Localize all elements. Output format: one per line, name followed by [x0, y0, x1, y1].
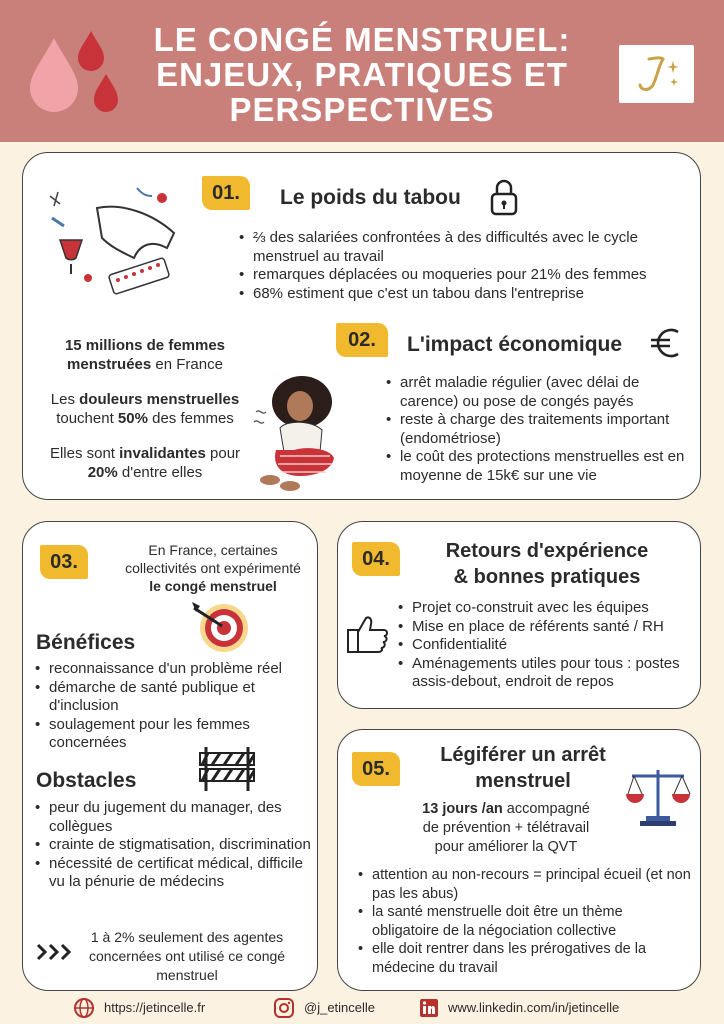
- list-item: • nécessité de certificat médical, difficile vu la pénurie de médecins: [35, 855, 315, 892]
- section-05-highlight: 13 jours /an accompagné de prévention + télétravail pour améliorer la QVT: [422, 801, 590, 855]
- list-item: • Aménagements utiles pour tous : postes assis-debout, endroit de repos: [398, 655, 694, 692]
- blood-drops-icon: [26, 26, 126, 116]
- section-05-title: Légiférer un arrêt menstruel: [440, 744, 606, 792]
- stat-disabling: Elles sont invalidantes pour 20% d'entre elles: [49, 445, 241, 481]
- list-item: • reconnaissance d'un problème réel: [35, 660, 311, 679]
- section-03-intro: En France, certaines collectivités ont expérimenté le congé menstruel: [125, 542, 301, 594]
- stat-women-count: 15 millions de femmes menstruées en France: [64, 337, 226, 373]
- list-item: • la santé menstruelle doit être un thème obligatoire de la négociation collective: [358, 903, 692, 940]
- stat-pain: Les douleurs menstruelles touchent 50% des femmes: [50, 391, 240, 427]
- section-02-title: L'impact économique: [407, 333, 623, 356]
- section-03-conclusion: 1 à 2% seulement des agentes concernées ont utilisé ce congé menstruel: [88, 929, 286, 983]
- instagram-icon: [273, 997, 295, 1019]
- menstrual-products-illustration: [42, 178, 192, 308]
- list-item: • crainte de stigmatisation, discrimination: [35, 836, 315, 855]
- globe-icon: [73, 997, 95, 1019]
- list-item: • remarques déplacées ou moqueries pour 21% des femmes: [239, 266, 689, 285]
- list-item: • peur du jugement du manager, des collègues: [35, 799, 315, 836]
- benefits-list: [35, 660, 311, 753]
- header-banner: [0, 0, 724, 142]
- list-item: • Projet co-construit avec les équipes: [398, 599, 694, 618]
- section-04-badge: 04.: [352, 542, 400, 576]
- instagram-handle[interactable]: @j_etincelle: [304, 1000, 376, 1015]
- benefits-heading: Bénéfices: [36, 631, 136, 654]
- section-02-badge: 02.: [336, 323, 388, 357]
- section-03-badge: 03.: [40, 545, 88, 579]
- jetincelle-logo-icon: [619, 45, 694, 103]
- section-04-list: [398, 599, 694, 692]
- section-01-title: Le poids du tabou: [280, 186, 461, 209]
- section-02-list: [386, 374, 686, 485]
- list-item: • soulagement pour les femmes concernées: [35, 716, 311, 753]
- section-01-list: [239, 229, 689, 303]
- linkedin-icon: [418, 997, 440, 1019]
- list-item: • elle doit rentrer dans les prérogatives de la médecine du travail: [358, 940, 692, 977]
- section-01-badge: 01.: [202, 176, 250, 210]
- page-title: LE CONGÉ MENSTRUEL: ENJEUX, PRATIQUES ET PERSPECTIVES: [153, 21, 571, 128]
- list-item: • attention au non-recours = principal écueil (et non pas les abus): [358, 866, 692, 903]
- section-04-title: Retours d'expérience & bonnes pratiques: [445, 540, 649, 588]
- obstacles-heading: Obstacles: [36, 769, 137, 792]
- website-link[interactable]: https://jetincelle.fr: [104, 1000, 206, 1015]
- list-item: • 68% estiment que c'est un tabou dans l'entreprise: [239, 285, 689, 304]
- list-item: • reste à charge des traitements important (endométriose): [386, 411, 686, 448]
- footer: [0, 992, 724, 1024]
- thumbs-up-icon: [346, 614, 390, 654]
- list-item: • Confidentialité: [398, 636, 694, 655]
- section-05-list: [358, 866, 692, 977]
- linkedin-link[interactable]: www.linkedin.com/in/jetincelle: [448, 1000, 620, 1015]
- chevrons-right-icon: [36, 942, 74, 962]
- obstacles-list: [35, 799, 315, 892]
- target-dart-icon: [188, 598, 252, 656]
- list-item: • démarche de santé publique et d'inclusion: [35, 679, 311, 716]
- list-item: • arrêt maladie régulier (avec délai de carence) ou pose de congés payés: [386, 374, 686, 411]
- list-item: • Mise en place de référents santé / RH: [398, 618, 694, 637]
- padlock-icon: [488, 178, 520, 218]
- list-item: • ⅔ des salariées confrontées à des difficultés avec le cycle menstruel au travail: [239, 229, 689, 266]
- woman-in-pain-illustration: [250, 372, 350, 494]
- scales-icon: [624, 766, 692, 828]
- list-item: • le coût des protections menstruelles est en moyenne de 15k€ sur une vie: [386, 448, 686, 485]
- barrier-icon: [198, 745, 256, 791]
- euro-icon: [648, 326, 684, 360]
- section-05-badge: 05.: [352, 752, 400, 786]
